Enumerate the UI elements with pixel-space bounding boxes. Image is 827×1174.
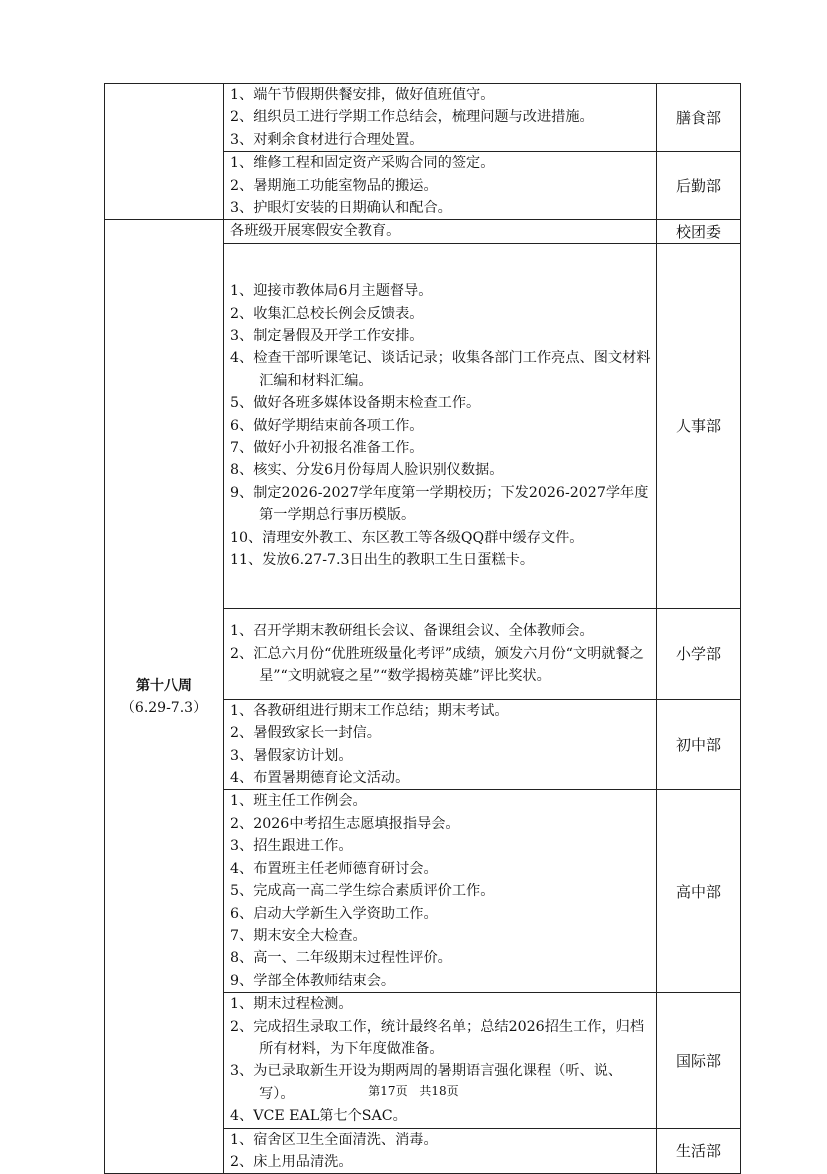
task-item: 6、启动大学新生入学资助工作。 [230, 905, 438, 922]
task-item: 2、2026中考招生志愿填报指导会。 [230, 815, 460, 832]
department-cell: 高中部 [657, 790, 741, 993]
task-item: 5、做好各班多媒体设备期末检查工作。 [230, 395, 481, 412]
page-footer [0, 1082, 827, 1099]
task-item: 1、各教研组进行期末工作总结；期末考试。 [230, 702, 509, 719]
task-item: 4、VCE EAL第七个SAC。 [230, 1108, 407, 1125]
task-item: 10、清理安外教工、东区教工等各级QQ群中缓存文件。 [230, 529, 584, 546]
task-item: 2、暑期施工功能室物品的搬运。 [230, 177, 438, 194]
task-item: 11、发放6.27-7.3日出生的教职工生日蛋糕卡。 [230, 552, 535, 569]
task-item: 2、暑假致家长一封信。 [230, 725, 381, 742]
department-cell: 生活部 [657, 1128, 741, 1174]
task-list-cell [224, 243, 657, 608]
week-dates: （6.29-7.3） [120, 699, 208, 716]
department-cell: 人事部 [657, 243, 741, 608]
schedule-row [105, 84, 741, 152]
task-item: 7、做好小升初报名准备工作。 [230, 440, 424, 457]
page-total: 共18页 [419, 1084, 459, 1098]
department-cell: 国际部 [657, 993, 741, 1128]
schedule-row [105, 220, 741, 243]
page-number: 第17页 [368, 1084, 408, 1098]
task-item: 8、高一、二年级期末过程性评价。 [230, 950, 452, 967]
task-item: 3、暑假家访计划。 [230, 747, 353, 764]
week-cell [105, 220, 224, 1174]
task-list-cell [224, 220, 657, 243]
task-item: 1、期末过程检测。 [230, 996, 353, 1013]
task-list-cell [224, 699, 657, 790]
schedule-table [104, 83, 741, 1174]
task-list-cell [224, 152, 657, 220]
task-item: 2、组织员工进行学期工作总结会，梳理问题与改进措施。 [230, 109, 594, 126]
task-item: 2、收集汇总校长例会反馈表。 [230, 305, 424, 322]
task-list-cell [224, 84, 657, 152]
department-cell: 校团委 [657, 220, 741, 243]
department-cell: 初中部 [657, 699, 741, 790]
department-cell: 小学部 [657, 608, 741, 699]
task-list-cell [224, 1128, 657, 1174]
department-cell: 膳食部 [657, 84, 741, 152]
task-item: 4、检查干部听课笔记、谈话记录；收集各部门工作亮点、图文材料汇编和材料汇编。 [230, 350, 651, 389]
task-list-cell [224, 790, 657, 993]
task-item: 4、布置班主任老师德育研讨会。 [230, 860, 438, 877]
task-item: 1、维修工程和固定资产采购合同的签定。 [230, 155, 495, 172]
task-item: 1、召开学期末教研组长会议、备课组会议、全体教师会。 [230, 623, 594, 640]
task-item: 各班级开展寒假安全教育。 [230, 223, 401, 240]
week-title: 第十八周 [136, 677, 192, 694]
task-item: 3、对剩余食材进行合理处置。 [230, 131, 424, 148]
task-item: 8、核实、分发6月份每周人脸识别仪数据。 [230, 462, 504, 479]
task-item: 1、端午节假期供餐安排，做好值班值守。 [230, 87, 495, 103]
task-item: 3、护眼灯安装的日期确认和配合。 [230, 200, 452, 217]
task-item: 1、迎接市教体局6月主题督导。 [230, 283, 433, 300]
task-item: 1、班主任工作例会。 [230, 793, 367, 810]
task-item: 2、完成招生录取工作，统计最终名单；总结2026招生工作，归档所有材料，为下年度做准备。 [230, 1018, 645, 1057]
task-item: 4、布置暑期德育论文活动。 [230, 770, 410, 787]
task-item: 3、制定暑假及开学工作安排。 [230, 328, 424, 345]
task-item: 2、床上用品清洗。 [230, 1153, 353, 1170]
task-item: 3、招生跟进工作。 [230, 838, 353, 855]
task-item: 7、期末安全大检查。 [230, 927, 367, 944]
week-cell-previous [105, 84, 224, 220]
task-item: 6、做好学期结束前各项工作。 [230, 417, 424, 434]
task-item: 5、完成高一高二学生综合素质评价工作。 [230, 883, 495, 900]
task-item: 3、为已录取新生开设为期两周的暑期语言强化课程（听、说、写）。 [230, 1063, 623, 1102]
task-list-cell [224, 993, 657, 1128]
task-item: 1、宿舍区卫生全面清洗、消毒。 [230, 1131, 438, 1148]
task-item: 9、制定2026-2027学年度第一学期校历；下发2026-2027学年度第一学期总行事历模版。 [230, 484, 649, 524]
department-cell: 后勤部 [657, 152, 741, 220]
task-item: 2、汇总六月份“优胜班级量化考评”成绩，颁发六月份“文明就餐之星”“文明就寝之星”“数学揭榜英雄”评比奖状。 [230, 645, 644, 685]
task-item: 9、学部全体教师结束会。 [230, 972, 396, 989]
task-list-cell [224, 608, 657, 699]
